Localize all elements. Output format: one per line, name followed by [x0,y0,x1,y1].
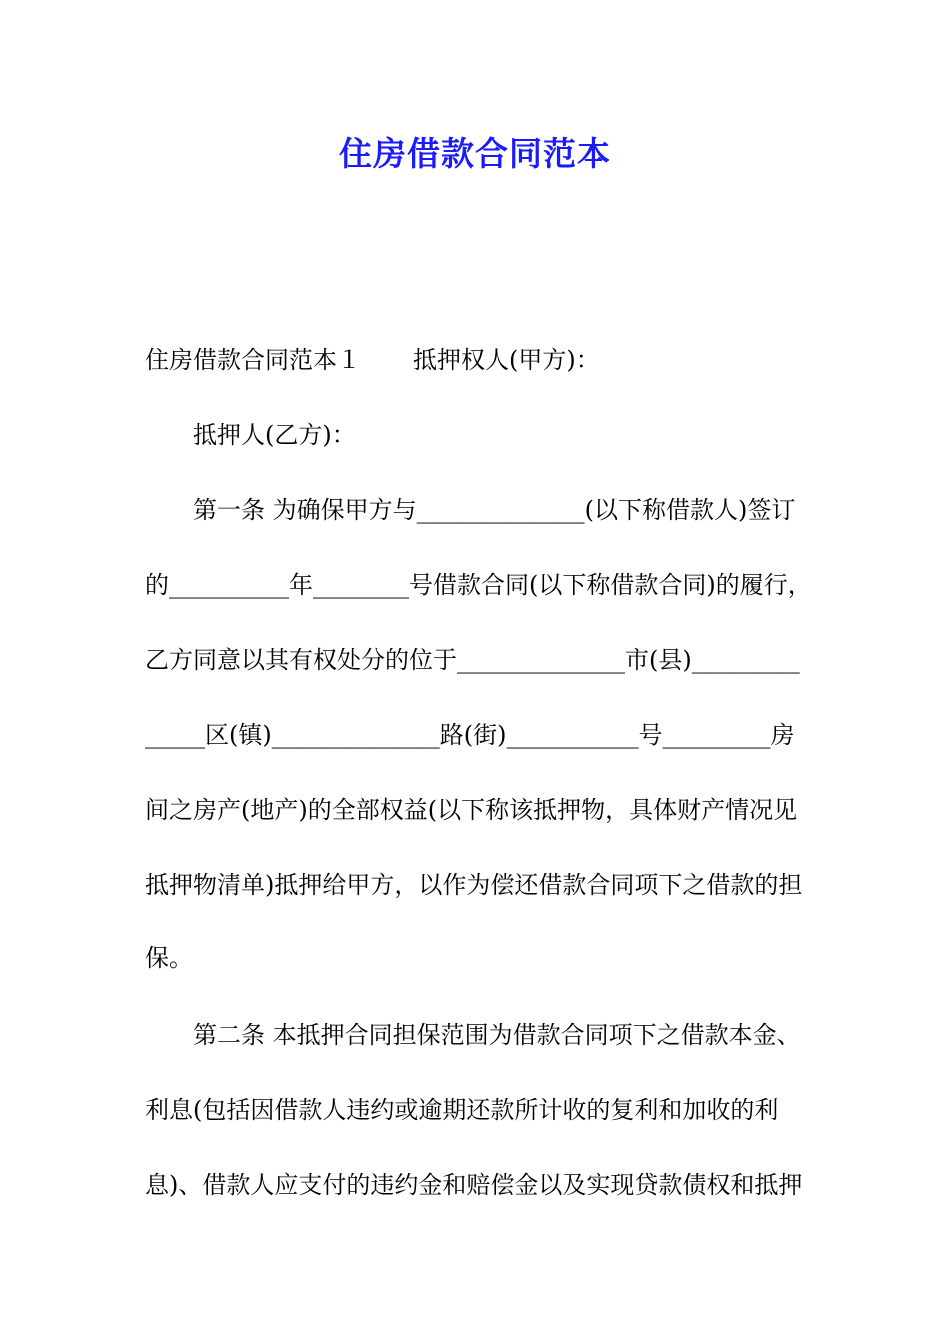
paragraph-line: 利息(包括因借款人违约或逾期还款所计收的复利和加收的利 [145,1096,779,1124]
mortgagor-label: 抵押人(乙方)： [193,421,356,449]
paragraph-line [145,345,600,375]
paragraph-line: 的__________年________号借款合同(以下称借款合同)的履行， [145,571,812,599]
paragraph-line: 乙方同意以其有权处分的位于______________市(县)_________ [145,646,800,674]
paragraph-line: _____区(镇)______________路(街)___________号_________房 [145,721,795,749]
paragraph-line: 抵押物清单)抵押给甲方，以作为偿还借款合同项下之借款的担 [145,871,803,899]
paragraph-line: 息)、借款人应支付的违约金和赔偿金以及实现贷款债权和抵押 [145,1171,803,1199]
paragraph-line: 间之房产(地产)的全部权益(以下称该抵押物，具体财产情况见 [145,796,798,824]
document-title: 住房借款合同范本 [339,134,611,173]
contract-template-label: 住房借款合同范本１ [145,346,361,374]
mortgagee-label: 抵押权人(甲方)： [413,346,600,374]
paragraph-line: 第二条 本抵押合同担保范围为借款合同项下之借款本金、 [193,1021,801,1049]
paragraph-line: 第一条 为确保甲方与______________(以下称借款人)签订 [193,496,796,524]
paragraph-line: 保。 [145,944,193,972]
